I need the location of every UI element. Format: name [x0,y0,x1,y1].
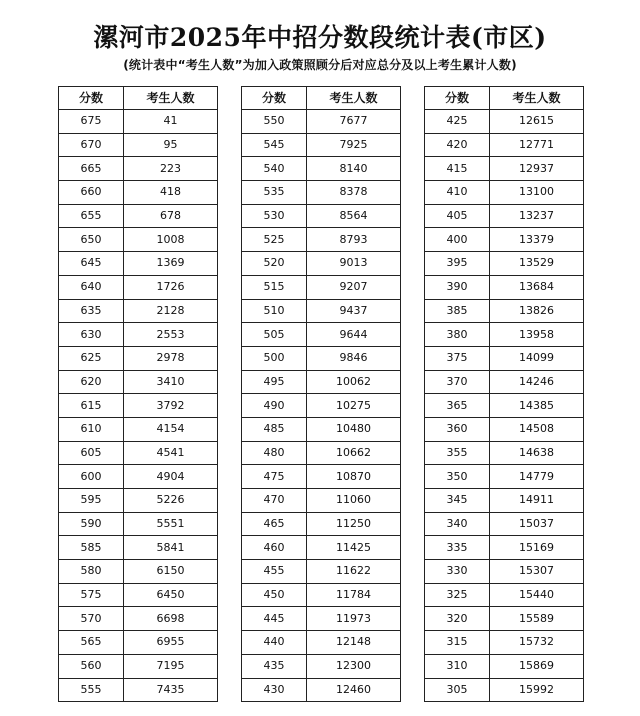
count-cell: 5551 [124,512,218,536]
score-cell: 650 [59,228,124,252]
table-row [425,181,584,205]
count-cell: 9437 [307,299,401,323]
table-row [59,536,218,560]
count-cell: 15589 [490,607,584,631]
score-cell: 420 [425,133,490,157]
score-cell: 380 [425,323,490,347]
count-cell: 15169 [490,536,584,560]
count-cell: 7925 [307,133,401,157]
table-header-row [59,87,218,110]
score-cell: 510 [242,299,307,323]
score-cell: 410 [425,181,490,205]
table-row [242,323,401,347]
score-cell: 530 [242,204,307,228]
table-row [425,204,584,228]
score-cell: 570 [59,607,124,631]
score-table-3 [424,86,584,702]
count-cell: 12615 [490,110,584,134]
score-cell: 500 [242,346,307,370]
table-row [242,654,401,678]
table-row [242,204,401,228]
count-cell: 11250 [307,512,401,536]
score-cell: 495 [242,370,307,394]
count-cell: 13958 [490,323,584,347]
score-cell: 430 [242,678,307,702]
table-row [242,441,401,465]
score-cell: 535 [242,181,307,205]
table-row [242,489,401,513]
table-row [425,110,584,134]
table-row [59,346,218,370]
count-cell: 2553 [124,323,218,347]
score-cell: 340 [425,512,490,536]
table-row [59,512,218,536]
score-cell: 455 [242,560,307,584]
count-cell: 6450 [124,583,218,607]
table-row [242,512,401,536]
table-row [425,394,584,418]
table-row [59,678,218,702]
score-column-header: 分数 [242,87,307,110]
score-cell: 395 [425,252,490,276]
table-row [242,607,401,631]
score-cell: 315 [425,631,490,655]
score-cell: 405 [425,204,490,228]
count-cell: 14638 [490,441,584,465]
count-cell: 12937 [490,157,584,181]
score-cell: 470 [242,489,307,513]
count-cell: 9644 [307,323,401,347]
score-cell: 465 [242,512,307,536]
score-cell: 580 [59,560,124,584]
count-cell: 11425 [307,536,401,560]
count-cell: 14508 [490,417,584,441]
count-cell: 14385 [490,394,584,418]
table-row [59,133,218,157]
table-row [425,133,584,157]
score-cell: 480 [242,441,307,465]
table-header-row [242,87,401,110]
table-row [242,252,401,276]
score-table-1 [58,86,218,702]
table-row [242,346,401,370]
score-cell: 435 [242,654,307,678]
count-cell: 3792 [124,394,218,418]
score-cell: 360 [425,417,490,441]
count-cell: 11973 [307,607,401,631]
score-cell: 440 [242,631,307,655]
table-row [242,394,401,418]
count-cell: 678 [124,204,218,228]
page-subtitle: (统计表中“考生人数”为加入政策照顾分后对应总分及以上考生累计人数) [123,58,517,72]
score-cell: 555 [59,678,124,702]
count-cell: 2128 [124,299,218,323]
count-cell: 14779 [490,465,584,489]
table-row [59,489,218,513]
score-cell: 610 [59,417,124,441]
score-cell: 515 [242,275,307,299]
table-row [425,299,584,323]
table-row [59,394,218,418]
table-row [59,654,218,678]
score-cell: 550 [242,110,307,134]
score-cell: 325 [425,583,490,607]
score-cell: 460 [242,536,307,560]
table-row [242,110,401,134]
count-cell: 418 [124,181,218,205]
table-row [242,583,401,607]
count-cell: 10062 [307,370,401,394]
table-row [242,560,401,584]
count-cell: 13684 [490,275,584,299]
table-row [59,252,218,276]
table-row [59,583,218,607]
table-row [425,441,584,465]
table-row [425,157,584,181]
table-row [59,299,218,323]
count-cell: 8140 [307,157,401,181]
score-cell: 545 [242,133,307,157]
score-cell: 625 [59,346,124,370]
table-row [242,417,401,441]
count-cell: 4541 [124,441,218,465]
table-row [59,465,218,489]
table-row [242,631,401,655]
count-cell: 6150 [124,560,218,584]
count-cell: 15992 [490,678,584,702]
table-row [425,275,584,299]
table-row [59,631,218,655]
count-cell: 6955 [124,631,218,655]
count-cell: 15869 [490,654,584,678]
count-cell: 8564 [307,204,401,228]
count-cell: 10662 [307,441,401,465]
count-cell: 15037 [490,512,584,536]
score-cell: 450 [242,583,307,607]
score-cell: 355 [425,441,490,465]
table-row [59,157,218,181]
score-cell: 385 [425,299,490,323]
count-cell: 10870 [307,465,401,489]
score-cell: 520 [242,252,307,276]
score-cell: 640 [59,275,124,299]
table-row [425,631,584,655]
table-row [242,370,401,394]
page-title: 漯河市2025年中招分数段统计表(市区) [93,23,547,52]
count-cell: 11622 [307,560,401,584]
score-cell: 375 [425,346,490,370]
table-row [242,133,401,157]
score-cell: 590 [59,512,124,536]
score-cell: 600 [59,465,124,489]
table-row [425,583,584,607]
table-row [59,370,218,394]
score-cell: 485 [242,417,307,441]
score-cell: 345 [425,489,490,513]
table-row [242,299,401,323]
count-column-header: 考生人数 [124,87,218,110]
table-header-row [425,87,584,110]
table-row [425,323,584,347]
table-row [59,110,218,134]
count-cell: 7195 [124,654,218,678]
count-cell: 5841 [124,536,218,560]
score-cell: 670 [59,133,124,157]
score-column-header: 分数 [425,87,490,110]
score-cell: 585 [59,536,124,560]
count-cell: 6698 [124,607,218,631]
table-row [242,465,401,489]
score-cell: 630 [59,323,124,347]
score-table-2 [241,86,401,702]
count-cell: 95 [124,133,218,157]
table-row [242,536,401,560]
count-cell: 14246 [490,370,584,394]
table-row [425,346,584,370]
score-cell: 400 [425,228,490,252]
count-cell: 5226 [124,489,218,513]
count-cell: 9207 [307,275,401,299]
table-row [59,228,218,252]
table-row [59,417,218,441]
score-cell: 635 [59,299,124,323]
count-cell: 9013 [307,252,401,276]
count-cell: 15307 [490,560,584,584]
score-cell: 560 [59,654,124,678]
score-cell: 645 [59,252,124,276]
count-cell: 13529 [490,252,584,276]
count-cell: 8793 [307,228,401,252]
count-cell: 13379 [490,228,584,252]
count-column-header: 考生人数 [307,87,401,110]
count-cell: 12148 [307,631,401,655]
score-cell: 615 [59,394,124,418]
score-cell: 305 [425,678,490,702]
score-cell: 330 [425,560,490,584]
score-cell: 605 [59,441,124,465]
table-row [425,465,584,489]
count-cell: 10480 [307,417,401,441]
count-cell: 13100 [490,181,584,205]
table-row [242,678,401,702]
score-cell: 665 [59,157,124,181]
table-row [425,607,584,631]
score-cell: 540 [242,157,307,181]
score-cell: 675 [59,110,124,134]
table-row [425,560,584,584]
table-row [425,417,584,441]
table-row [425,252,584,276]
table-row [59,204,218,228]
table-row [59,275,218,299]
score-cell: 320 [425,607,490,631]
score-cell: 505 [242,323,307,347]
table-row [425,512,584,536]
table-row [59,441,218,465]
table-row [425,678,584,702]
score-cell: 525 [242,228,307,252]
score-cell: 350 [425,465,490,489]
count-cell: 10275 [307,394,401,418]
count-column-header: 考生人数 [490,87,584,110]
table-row [59,560,218,584]
score-cell: 335 [425,536,490,560]
count-cell: 12771 [490,133,584,157]
count-cell: 223 [124,157,218,181]
table-row [425,489,584,513]
count-cell: 8378 [307,181,401,205]
score-cell: 390 [425,275,490,299]
table-row [425,536,584,560]
count-cell: 12300 [307,654,401,678]
count-cell: 1008 [124,228,218,252]
table-row [242,157,401,181]
table-row [242,181,401,205]
table-row [59,607,218,631]
score-cell: 475 [242,465,307,489]
score-cell: 595 [59,489,124,513]
count-cell: 13237 [490,204,584,228]
count-cell: 4904 [124,465,218,489]
count-cell: 12460 [307,678,401,702]
count-cell: 3410 [124,370,218,394]
count-cell: 15732 [490,631,584,655]
table-row [242,275,401,299]
count-cell: 9846 [307,346,401,370]
score-cell: 655 [59,204,124,228]
score-cell: 425 [425,110,490,134]
score-cell: 660 [59,181,124,205]
count-cell: 15440 [490,583,584,607]
score-cell: 370 [425,370,490,394]
score-cell: 365 [425,394,490,418]
count-cell: 14911 [490,489,584,513]
count-cell: 2978 [124,346,218,370]
count-cell: 14099 [490,346,584,370]
count-cell: 1726 [124,275,218,299]
score-column-header: 分数 [59,87,124,110]
table-row [242,228,401,252]
count-cell: 4154 [124,417,218,441]
table-row [59,323,218,347]
count-cell: 1369 [124,252,218,276]
score-cell: 415 [425,157,490,181]
count-cell: 7435 [124,678,218,702]
table-row [59,181,218,205]
count-cell: 7677 [307,110,401,134]
score-cell: 575 [59,583,124,607]
count-cell: 13826 [490,299,584,323]
score-cell: 445 [242,607,307,631]
count-cell: 41 [124,110,218,134]
table-row [425,228,584,252]
table-row [425,370,584,394]
score-cell: 565 [59,631,124,655]
score-cell: 620 [59,370,124,394]
count-cell: 11784 [307,583,401,607]
score-cell: 310 [425,654,490,678]
count-cell: 11060 [307,489,401,513]
score-cell: 490 [242,394,307,418]
table-row [425,654,584,678]
